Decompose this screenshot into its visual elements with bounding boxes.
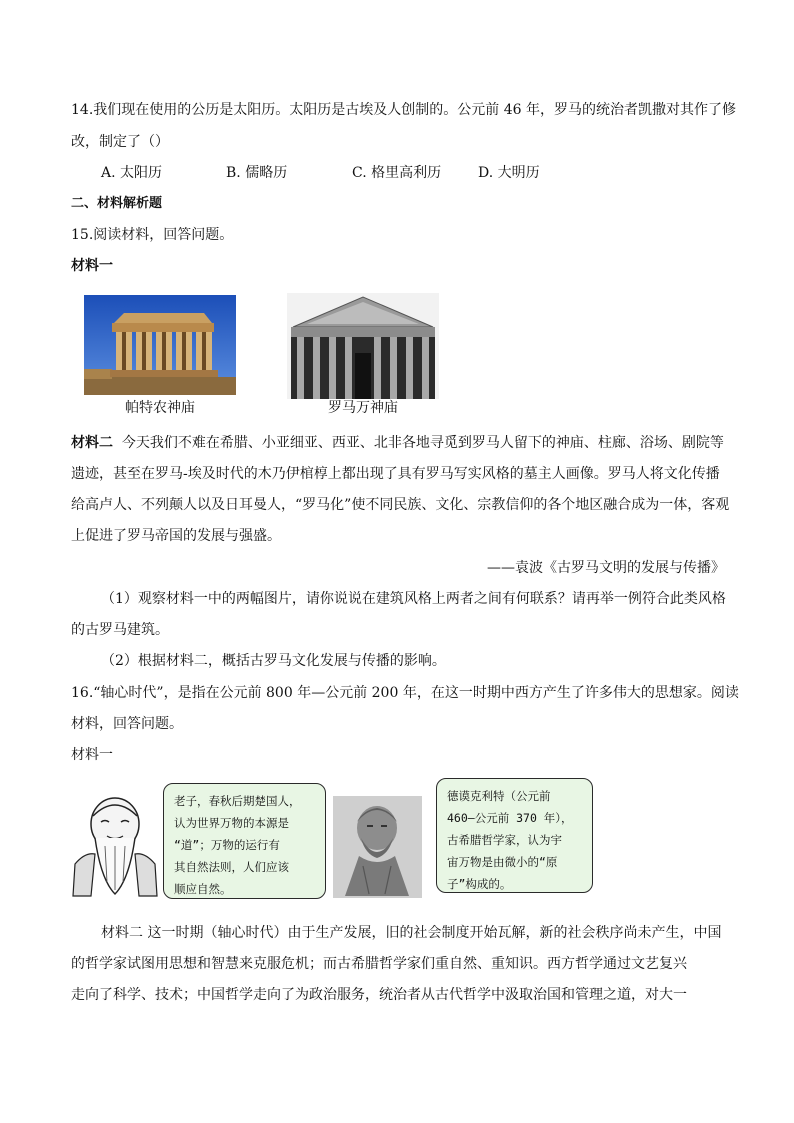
- q15-material2-label: 材料二: [71, 435, 113, 451]
- q15-material2-line2: 遗迹，甚至在罗马-埃及时代的木乃伊棺椁上都出现了具有罗马写实风格的墓主人画像。罗马人将文化传播: [71, 466, 720, 482]
- q15-material2-line1: [71, 433, 731, 453]
- democritus-bubble-line: 宙万物是由微小的“原: [447, 855, 558, 869]
- democritus-bubble-line: 德谟克利特（公元前: [447, 789, 551, 803]
- section2-title: 二、材料解析题: [71, 196, 163, 211]
- laozi-portrait-icon: [71, 790, 159, 900]
- q14-line2: 改，制定了（）: [71, 134, 169, 150]
- democritus-bubble-line: 460—公元前 370 年），: [447, 811, 573, 825]
- q15-question2: （2）根据材料二，概括古罗马文化发展与传播的影响。: [101, 653, 446, 669]
- parthenon-caption: 帕特农神庙: [125, 400, 195, 416]
- democritus-bust-icon: [333, 796, 422, 898]
- democritus-bubble-line: 古希腊哲学家，认为宇: [447, 833, 562, 847]
- laozi-bubble-line: 认为世界万物的本源是: [174, 816, 289, 830]
- q15-question1-line1: （1）观察材料一中的两幅图片，请你说说在建筑风格上两者之间有何联系？请再举一例符合此类风格: [101, 591, 726, 607]
- q14-option-b: B. 儒略历: [226, 165, 288, 181]
- q15-source: ——袁波《古罗马文明的发展与传播》: [487, 560, 725, 576]
- q16-line1: 16.“轴心时代”，是指在公元前 800 年—公元前 200 年，在这一时期中西方产生了许多伟大的思想家。阅读: [71, 685, 739, 701]
- q14-option-d: D. 大明历: [478, 165, 540, 181]
- laozi-bubble-line: “道”；万物的运行有: [174, 838, 280, 852]
- pantheon-photo-icon: [287, 293, 439, 399]
- pantheon-caption: 罗马万神庙: [328, 400, 398, 416]
- q16-material1-label: 材料一: [71, 747, 113, 763]
- democritus-bubble-line: 子”构成的。: [447, 877, 512, 891]
- laozi-bubble-line: 其自然法则，人们应该: [174, 860, 289, 874]
- democritus-speech-bubble: [436, 778, 593, 893]
- q14-line1: 14.我们现在使用的公历是太阳历。太阳历是古埃及人创制的。公元前 46 年，罗马的统治者凯撒对其作了修: [71, 102, 736, 118]
- laozi-bubble-line: 顺应自然。: [174, 882, 232, 896]
- q15-intro: 15.阅读材料，回答问题。: [71, 227, 234, 243]
- q14-option-a: A. 太阳历: [101, 165, 163, 181]
- q16-material2-line2: 的哲学家试图用思想和智慧来克服危机；而古希腊哲学家们重自然、重知识。西方哲学通过文艺复兴: [71, 956, 687, 972]
- q15-material2-line4: 上促进了罗马帝国的发展与强盛。: [71, 528, 281, 544]
- q16-line2: 材料，回答问题。: [71, 716, 183, 732]
- parthenon-photo-icon: [84, 295, 236, 395]
- q15-material1-label: 材料一: [71, 258, 113, 274]
- q15-material2-line3: 给高卢人、不列颠人以及日耳曼人，“罗马化”使不同民族、文化、宗教信仰的各个地区融合成为一体，客观: [71, 497, 730, 513]
- laozi-bubble-line: 老子，春秋后期楚国人，: [174, 794, 301, 808]
- laozi-speech-bubble: [163, 783, 326, 899]
- q16-material2-line3: 走向了科学、技术；中国哲学走向了为政治服务，统治者从古代哲学中汲取治国和管理之道，对大一: [71, 987, 687, 1003]
- q15-material2-text1: 今天我们不难在希腊、小亚细亚、西亚、北非各地寻觅到罗马人留下的神庙、柱廊、浴场、剧院等: [121, 435, 724, 451]
- q15-question1-line2: 的古罗马建筑。: [71, 622, 169, 638]
- q16-material2-line1: 材料二 这一时期（轴心时代）由于生产发展，旧的社会制度开始瓦解，新的社会秩序尚未产生，中国: [101, 925, 722, 941]
- q14-option-c: C. 格里高利历: [352, 165, 442, 181]
